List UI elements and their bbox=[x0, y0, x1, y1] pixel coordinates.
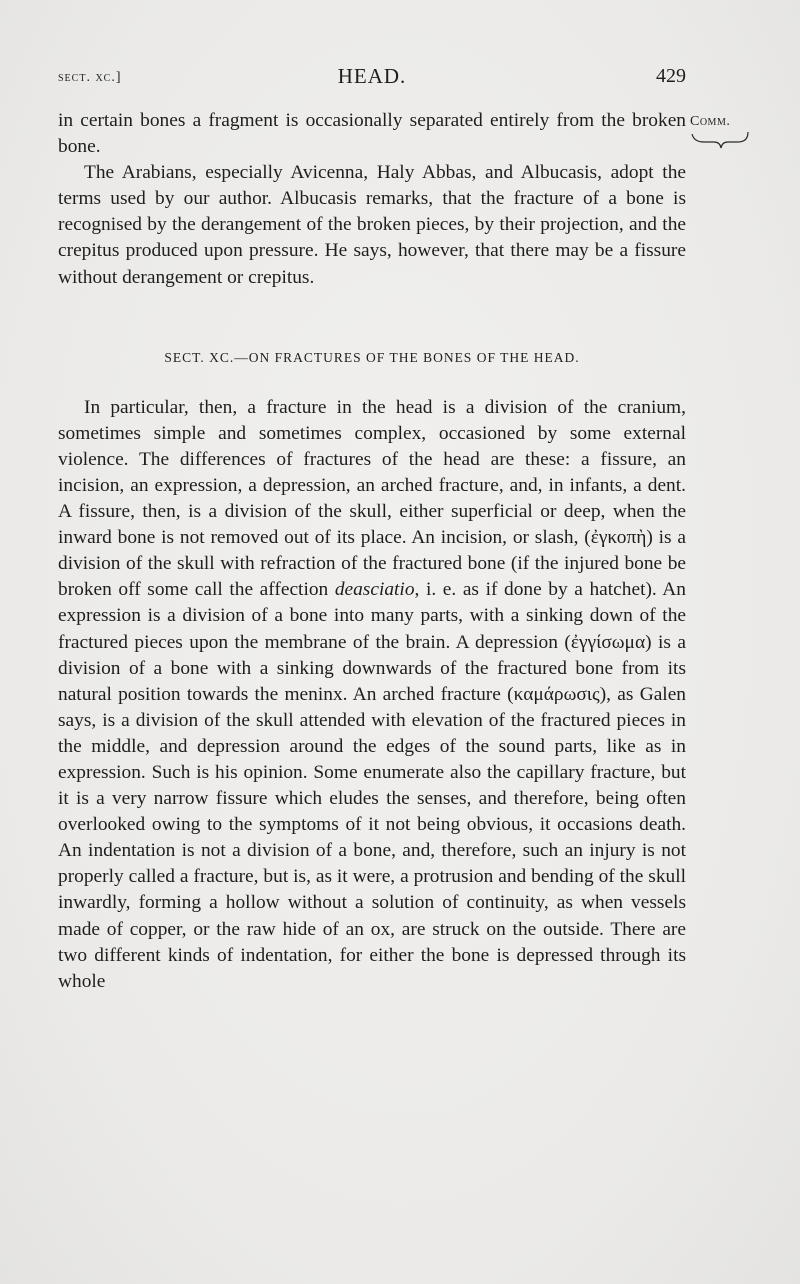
greek-term-enkope: ἐγκοπὴ bbox=[590, 527, 647, 549]
latin-term-deasciatio: deasciatio bbox=[334, 579, 415, 601]
greek-term-engisoma: ἐγγίσωμα bbox=[570, 631, 646, 653]
paragraph-continued: in certain bones a fragment is occasionally separated entirely from the broken bone. bbox=[58, 110, 686, 158]
text-segment: ) is a division of the skull with refraction of the fractured bone (if the injured bone be broken off some call the affection bbox=[58, 527, 686, 601]
page-number: 429 bbox=[656, 65, 686, 87]
paragraph-fractures-head bbox=[58, 395, 686, 995]
section-heading: SECT. XC.—ON FRACTURES OF THE BONES OF THE HEAD. bbox=[164, 349, 580, 365]
header-section: sect. xc.] bbox=[58, 70, 122, 85]
greek-term-kamarosis: καμάρωσις bbox=[513, 683, 600, 705]
running-header bbox=[58, 64, 686, 92]
text-segment: , i. e. as if done by a hatchet). An expression is a division of a bone into many parts, with a sinking down of the fractured pieces upon the membrane of the brain. A depression ( bbox=[58, 579, 686, 653]
paragraph-arabians: The Arabians, especially Avicenna, Haly Abbas, and Albucasis, adopt the terms used by our author. Albucasis remarks, that the fracture of a bone is recognised by the derangement of the broken pieces, by their projection, and the crepitus produced upon pressure. He says, however, that there may be a fissure without derangement or crepitus. bbox=[58, 162, 686, 288]
text-segment: ), as Galen says, is a division of the skull attended with elevation of the fractured pieces in the middle, and depression around the edges of the sound parts, like as in expression. Such is his opinion. Some enumerate also the capillary fracture, but it is a very narrow fissure which eludes the senses, and therefore, being often overlooked owing to the symptoms of it not being obvious, it occasions death. An indentation is not a division of a bone, and, therefore, such an injury is not properly called a fracture, but is, as it were, a protrusion and bending of the skull inwardly, forming a hollow without a solution of continuity, as when vessels made of copper, or the raw hide of an ox, are struck on the outside. There are two different kinds of indentation, for either the bone is depressed through its whole bbox=[58, 683, 686, 992]
body-text bbox=[58, 108, 686, 995]
text-segment: In particular, then, a fracture in the head is a division of the cranium, sometimes simple and sometimes complex, occasioned by some external violence. The differences of fractures of the head are these: a fissure, an incision, an expression, a depression, an arched fracture, and, in infants, a dent. A fissure, then, is a division of the skull, either superficial or deep, when the inward bone is not removed out of its place. An incision, or slash, ( bbox=[58, 396, 686, 549]
margin-brace-icon bbox=[690, 128, 750, 150]
text-segment: ) is a division of a bone with a sinking downwards of the fractured bone from its natural position towards the meninx. An arched fracture ( bbox=[58, 631, 686, 705]
margin-note: Comm. bbox=[690, 114, 731, 129]
header-title: HEAD. bbox=[337, 64, 407, 88]
